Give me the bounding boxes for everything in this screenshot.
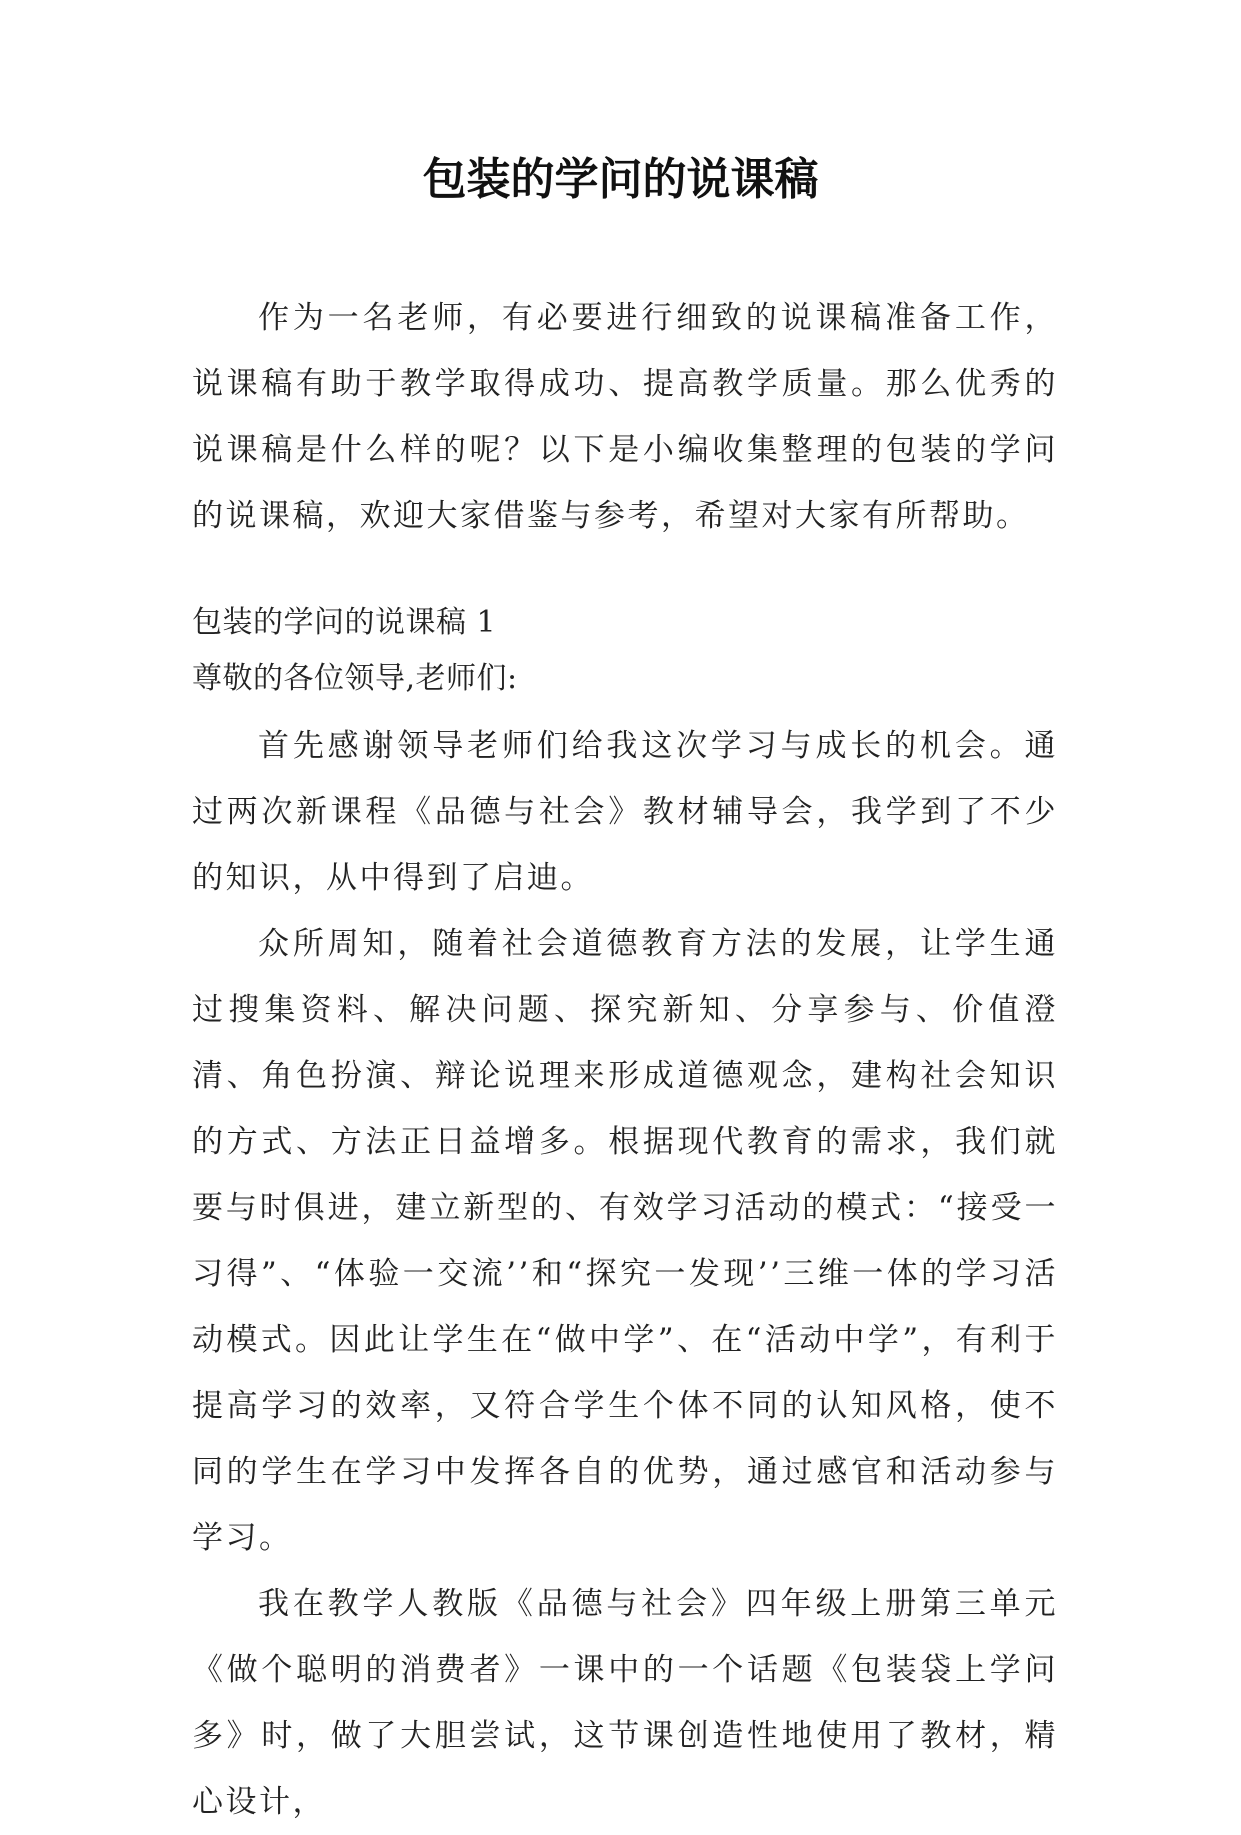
document-title: 包装的学问的说课稿 [422,154,819,205]
body-paragraph-2: 众所周知，随着社会道德教育方法的发展，让学生通过搜集资料、解决问题、探究新知、分享参与、价值澄清、角色扮演、辩论说理来形成道德观念，建构社会知识的方式、方法正日益增多。根据现代教育的需求，我们就要与时俱进，建立新型的、有效学习活动的模式：“接受一习得”、“体验一交流’’和“探究一发现’’三维一体的学习活动模式。因此让学生在“做中学”、在“活动中学”，有利于提高学习的效率，又符合学生个体不同的认知风格，使不同的学生在学习中发挥各自的优势，通过感官和活动参与学习。 [192,926,1058,1556]
section-heading: 包装的学问的说课稿 1 [192,605,497,640]
intro-paragraph: 作为一名老师，有必要进行细致的说课稿准备工作，说课稿有助于教学取得成功、提高教学质量。那么优秀的说课稿是什么样的呢？以下是小编收集整理的包装的学问的说课稿，欢迎大家借鉴与参考，希望对大家有所帮助。 [192,300,1058,534]
body-paragraph-3: 我在教学人教版《品德与社会》四年级上册第三单元《做个聪明的消费者》一课中的一个话题《包装袋上学问多》时，做了大胆尝试，这节课创造性地使用了教材，精心设计， [192,1586,1058,1820]
paragraph-spacer [192,549,1058,595]
body-paragraph-1: 首先感谢领导老师们给我这次学习与成长的机会。通过两次新课程《品德与社会》教材辅导会，我学到了不少的知识，从中得到了启迪。 [192,728,1058,896]
document-body [192,285,1058,1835]
salutation-line: 尊敬的各位领导,老师们: [192,661,518,696]
